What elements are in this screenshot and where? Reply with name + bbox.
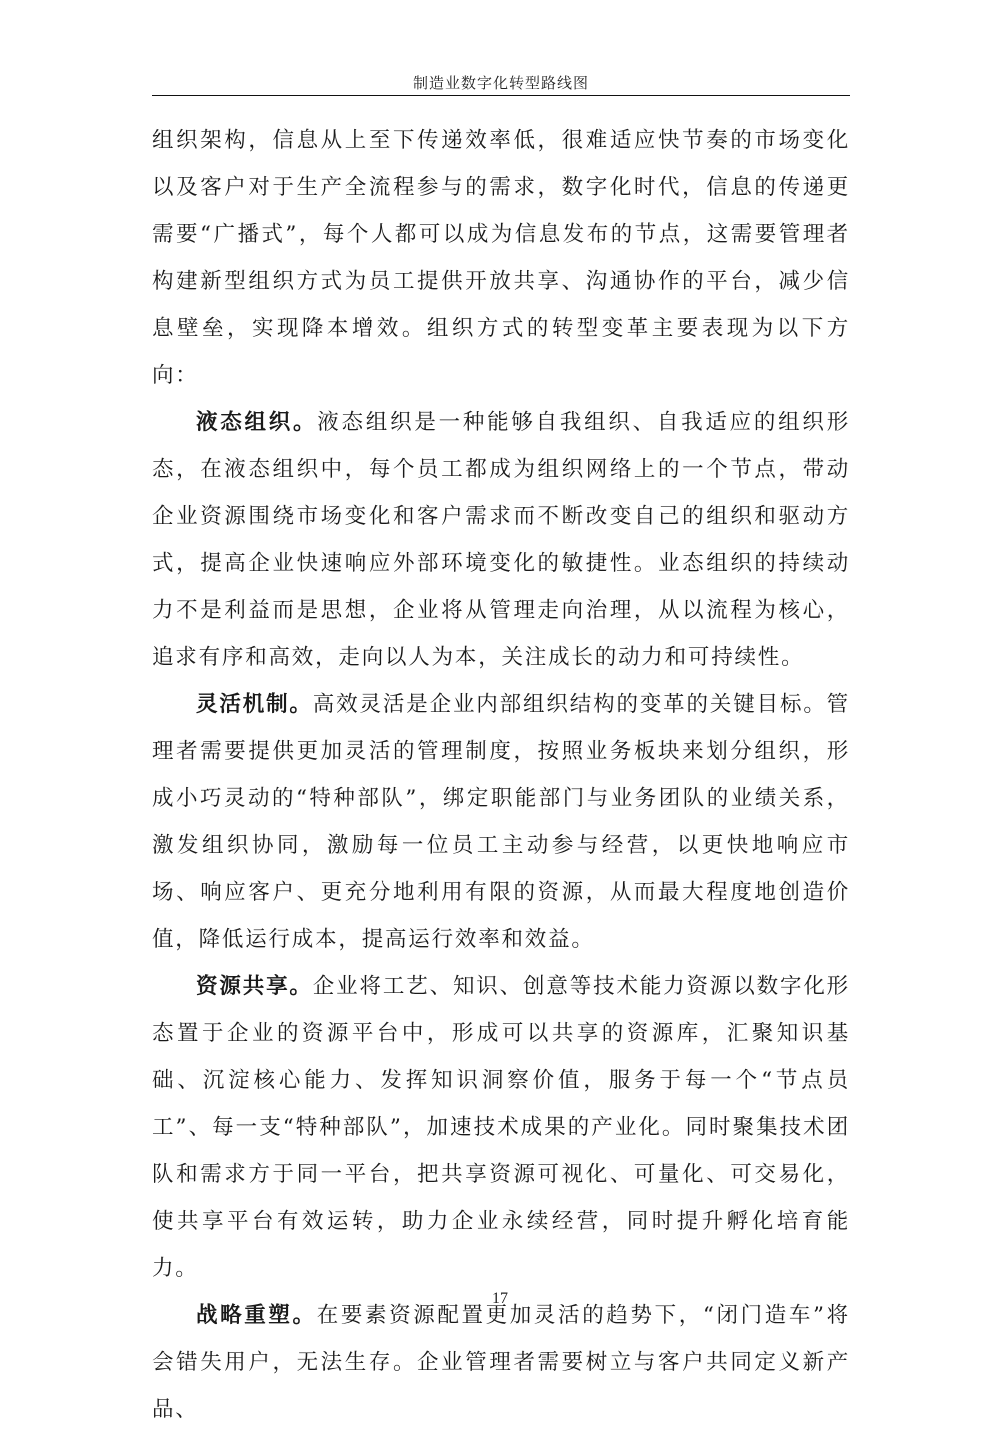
header-rule bbox=[152, 95, 850, 96]
paragraph-lead: 战略重塑。 bbox=[196, 1303, 317, 1328]
paragraph-strategy-reshaping bbox=[152, 1292, 850, 1433]
paragraph-text: 企业将工艺、知识、创意等技术能力资源以数字化形态置于企业的资源平台中，形成可以共享的资源库，汇聚知识基础、沉淀核心能力、发挥知识洞察价值，服务于每一个“节点员工”、每一支“特种部队”，加速技术成果的产业化。同时聚集技术团队和需求方于同一平台，把共享资源可视化、可量化、可交易化，使共享平台有效运转，助力企业永续经营，同时提升孵化培育能力。 bbox=[152, 974, 850, 1281]
paragraph-lead: 灵活机制。 bbox=[196, 692, 313, 717]
paragraph-text: 高效灵活是企业内部组织结构的变革的关键目标。管理者需要提供更加灵活的管理制度，按照业务板块来划分组织，形成小巧灵动的“特种部队”，绑定职能部门与业务团队的业绩关系，激发组织协同，激励每一位员工主动参与经营，以更快地响应市场、响应客户、更充分地利用有限的资源，从而最大程度地创造价值，降低运行成本，提高运行效率和效益。 bbox=[152, 692, 850, 952]
paragraph-text: 组织架构，信息从上至下传递效率低，很难适应快节奏的市场变化以及客户对于生产全流程参与的需求，数字化时代，信息的传递更需要“广播式”，每个人都可以成为信息发布的节点，这需要管理者构建新型组织方式为员工提供开放共享、沟通协作的平台，减少信息壁垒，实现降本增效。组织方式的转型变革主要表现为以下方向： bbox=[152, 128, 850, 388]
paragraph-lead: 资源共享。 bbox=[196, 974, 313, 999]
paragraph-text: 液态组织是一种能够自我组织、自我适应的组织形态，在液态组织中，每个员工都成为组织网络上的一个节点，带动企业资源围绕市场变化和客户需求而不断改变自己的组织和驱动方式，提高企业快速响应外部环境变化的敏捷性。业态组织的持续动力不是利益而是思想，企业将从管理走向治理，从以流程为核心，追求有序和高效，走向以人为本，关注成长的动力和可持续性。 bbox=[152, 410, 850, 670]
paragraph-lead: 液态组织。 bbox=[196, 410, 318, 435]
body-text bbox=[152, 117, 850, 1433]
paragraph-resource-sharing bbox=[152, 963, 850, 1292]
paragraph-text: 在要素资源配置更加灵活的趋势下，“闭门造车”将会错失用户，无法生存。企业管理者需要树立与客户共同定义新产品、 bbox=[152, 1303, 850, 1422]
page-number: 17 bbox=[492, 1290, 508, 1307]
paragraph-intro bbox=[152, 117, 850, 399]
paragraph-flexible-mechanism bbox=[152, 681, 850, 963]
paragraph-liquid-organization bbox=[152, 399, 850, 681]
running-header: 制造业数字化转型路线图 bbox=[412, 74, 589, 92]
